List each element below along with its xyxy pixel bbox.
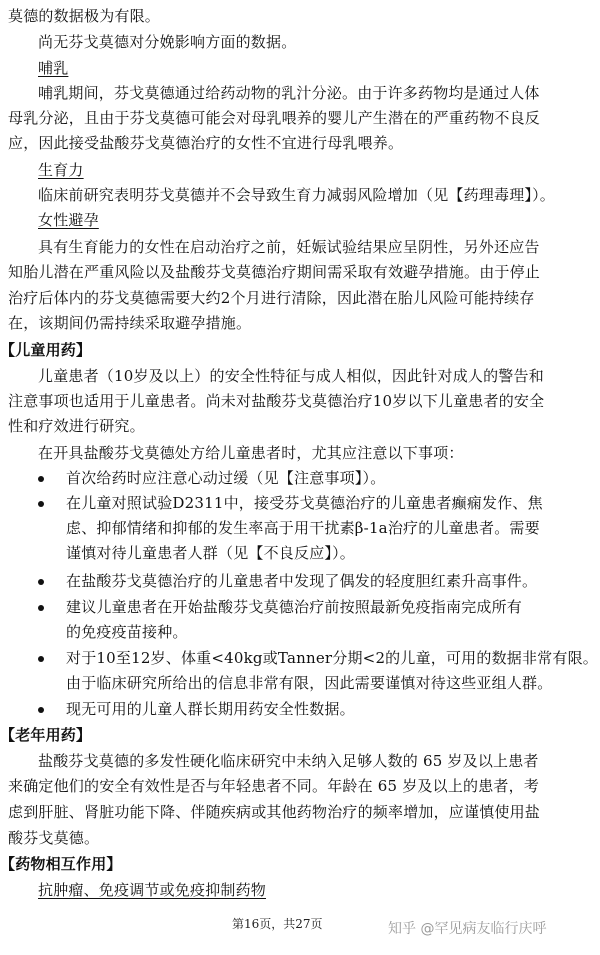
subsection-heading-lactation: 哺乳 [38, 59, 69, 77]
text-line: 知胎儿潜在严重风险以及盐酸芬戈莫德治疗期间需采取有效避孕措施。由于停止 [8, 263, 541, 281]
text-line: 尚无芬戈莫德对分娩影响方面的数据。 [38, 33, 297, 51]
bullet-icon [38, 501, 44, 507]
page-number: 第16页，共27页 [232, 917, 323, 931]
list-item-continuation: 虑、抑郁情绪和抑郁的发生率高于用干扰素β-1a治疗的儿童患者。需要 [66, 519, 540, 537]
section-heading-pediatric: 【儿童用药】 [0, 341, 92, 359]
list-item: 在盐酸芬戈莫德治疗的儿童患者中发现了偶发的轻度胆红素升高事件。 [66, 572, 538, 590]
bullet-icon [38, 476, 44, 482]
text-line: 母乳分泌，且由于芬戈莫德可能会对母乳喂养的婴儿产生潜在的严重药物不良反 [8, 109, 541, 127]
subsection-heading-antineoplastic: 抗肿瘤、免疫调节或免疫抑制药物 [38, 881, 267, 899]
text-line: 哺乳期间，芬戈莫德通过给药动物的乳汁分泌。由于许多药物均是通过人体 [38, 84, 540, 102]
subsection-heading-fertility: 生育力 [38, 161, 84, 179]
text-line: 莫德的数据极为有限。 [8, 7, 161, 25]
section-heading-interactions: 【药物相互作用】 [0, 855, 122, 873]
text-line: 应，因此接受盐酸芬戈莫德治疗的女性不宜进行母乳喂养。 [8, 134, 404, 152]
bullet-icon [38, 656, 44, 662]
text-line: 在开具盐酸芬戈莫德处方给儿童患者时，尤其应注意以下事项： [38, 444, 464, 462]
list-item-continuation: 的免疫疫苗接种。 [66, 623, 188, 641]
text-line: 酸芬戈莫德。 [8, 829, 100, 847]
text-line: 临床前研究表明芬戈莫德并不会导致生育力减弱风险增加（见【药理毒理】）。 [38, 186, 556, 204]
text-line: 盐酸芬戈莫德的多发性硬化临床研究中未纳入足够人数的 65 岁及以上患者 [38, 752, 539, 770]
text-line: 儿童患者（10岁及以上）的安全性特征与成人相似，因此针对成人的警告和 [38, 367, 544, 385]
list-item: 首次给药时应注意心动过缓（见【注意事项】）。 [66, 469, 386, 487]
list-item-continuation: 由于临床研究所给出的信息非常有限，因此需要谨慎对待这些亚组人群。 [66, 674, 553, 692]
subsection-heading-contraception: 女性避孕 [38, 211, 99, 229]
watermark: 知乎 @罕见病友临行庆呼 [388, 921, 547, 937]
bullet-icon [38, 605, 44, 611]
section-heading-geriatric: 【老年用药】 [0, 726, 92, 744]
list-item-continuation: 谨慎对待儿童患者人群（见【不良反应】）。 [66, 544, 356, 562]
bullet-icon [38, 707, 44, 713]
list-item: 建议儿童患者在开始盐酸芬戈莫德治疗前按照最新免疫指南完成所有 [66, 598, 523, 616]
list-item: 在儿童对照试验D2311中，接受芬戈莫德治疗的儿童患者癫痫发作、焦 [66, 494, 543, 512]
text-line: 治疗后体内的芬戈莫德需要大约2个月进行清除，因此潜在胎儿风险可能持续存 [8, 289, 535, 307]
text-line: 具有生育能力的女性在启动治疗之前，妊娠试验结果应呈阴性，另外还应告 [38, 238, 540, 256]
text-line: 在，该期间仍需持续采取避孕措施。 [8, 314, 252, 332]
text-line: 虑到肝脏、肾脏功能下降、伴随疾病或其他药物治疗的频率增加，应谨慎使用盐 [8, 803, 541, 821]
bullet-icon [38, 579, 44, 585]
text-line: 注意事项也适用于儿童患者。尚未对盐酸芬戈莫德治疗10岁以下儿童患者的安全 [8, 392, 545, 410]
list-item: 对于10至12岁、体重<40kg或Tanner分期<2的儿童，可用的数据非常有限。 [66, 649, 598, 667]
list-item: 现无可用的儿童人群长期用药安全性数据。 [66, 700, 355, 718]
text-line: 来确定他们的安全有效性是否与年轻患者不同。年龄在 65 岁及以上的患者，考 [8, 777, 540, 795]
text-line: 性和疗效进行研究。 [8, 417, 145, 435]
